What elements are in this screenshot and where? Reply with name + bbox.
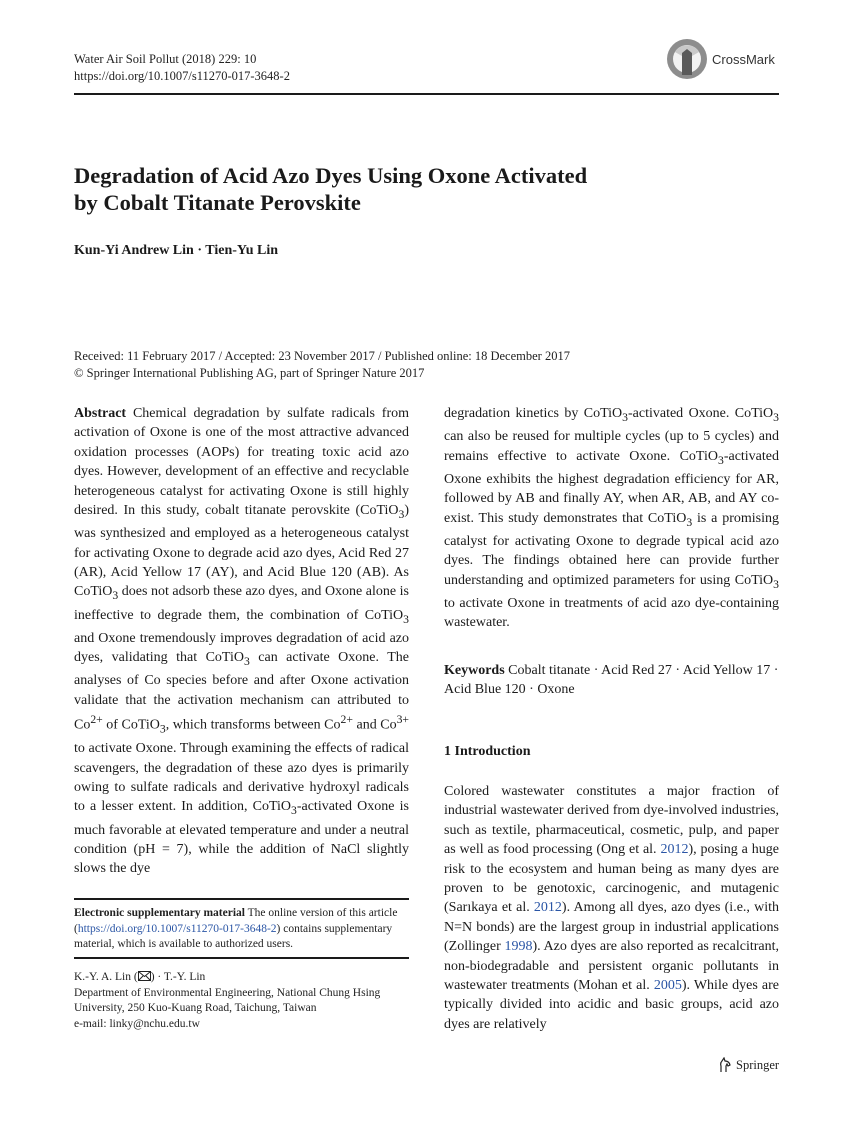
introduction-text [444, 782, 779, 1034]
keywords-list: Cobalt titanate · Acid Red 27 · Acid Yellow 17 · Acid Blue 120 · Oxone [444, 663, 779, 698]
affiliation-block [74, 970, 414, 1032]
abstract-continuation: degradation kinetics by CoTiO$_3$-activated Oxone. CoTiO$_3$ can also be reused for multiple cycles (up to 5 cycles) and remains effective to activate Oxone. CoTiO$_3$-activated Oxone exhibits the highest degradation efficiency for AR, followed by AB and finally AY, when AR, AB, and AY co-exist. This study demonstrates that CoTiO$_3$ is a promising catalyst for activating Oxone to degrade typical acid azo dyes. The findings obtained here can provide further understanding and optimized parameters for using CoTiO$_3$ to activate Oxone in treatments of acid azo dye-containing wastewater. [444, 406, 779, 631]
header-rule [74, 93, 779, 95]
publisher-logo [718, 1057, 779, 1073]
citation-link[interactable]: 2012 [533, 900, 562, 916]
section-heading-introduction: 1 Introduction [444, 744, 531, 759]
citation-link[interactable]: 2005 [653, 978, 682, 994]
journal-citation [74, 51, 290, 85]
abstract-label: Abstract [74, 406, 127, 421]
author-list [74, 243, 278, 259]
doi-line[interactable]: https://doi.org/10.1007/s11270-017-3648-2 [74, 69, 290, 83]
affiliation-rule [74, 957, 409, 959]
abstract-left-column [74, 404, 409, 879]
title-line-1: Degradation of Acid Azo Dyes Using Oxone Activated [74, 163, 588, 188]
keywords-block [444, 661, 779, 700]
publication-dates [74, 348, 570, 382]
keywords-label: Keywords [444, 663, 505, 678]
author-1: Kun-Yi Andrew Lin [74, 243, 194, 258]
copyright-line: © Springer International Publishing AG, part of Springer Nature 2017 [74, 366, 425, 380]
crossmark-icon [666, 38, 708, 80]
author-email[interactable]: e-mail: linky@nchu.edu.tw [74, 1017, 200, 1030]
introduction-paragraph: Colored wastewater constitutes a major fraction of industrial wastewater derived from dye-involved industries, such as textile, pharmaceutical, cosmetic, pulp, and paper as well as food processing (Ong et al. 2012), posing a huge risk to the ecosystem and human being as many dyes are proven to be genotoxic, carcinogenic, and mutagenic (Sarıkaya et al. 2012). Among all dyes, azo dyes (i.e., with N=N bonds) are the largest group in industrial applications (Zollinger 1998). Azo dyes are also reported as recalcitrant, non-biodegradable and persistent organic pollutants in wastewater treatments (Mohan et al. 2005). While dyes are typically divided into acidic and basic groups, acid azo dyes are relatively [444, 784, 780, 1032]
supplementary-note: Electronic supplementary material The online version of this article (https://doi.org/10.1007/s11270-017-3648-2) contains supplementary material, which is available to authorized users. [74, 907, 398, 950]
citation-link[interactable]: 2012 [660, 842, 689, 858]
citation-link[interactable]: 1998 [504, 939, 533, 955]
paper-title [74, 162, 694, 216]
title-line-2: by Cobalt Titanate Perovskite [74, 190, 361, 215]
crossmark-badge[interactable] [666, 38, 775, 80]
abstract-right-column [444, 404, 779, 633]
department-address: Department of Environmental Engineering, National Chung Hsing University, 250 Kuo-Kuang Road, Taichung, Taiwan [74, 986, 381, 1015]
supplementary-rule [74, 898, 409, 900]
journal-line: Water Air Soil Pollut (2018) 229: 10 [74, 52, 257, 66]
supplementary-label: Electronic supplementary material [74, 907, 245, 919]
abstract-text: Abstract Chemical degradation by sulfate radicals from activation of Oxone is one of the most attractive advanced oxidation processes (AOPs) for treating toxic acid azo dyes. However, development of an effective and recyclable heterogeneous catalyst for activating Oxone is still highly desired. In this study, cobalt titanate perovskite (CoTiO$_3$) was synthesized and employed as a heterogeneous catalyst for activating Oxone to degrade acid azo dyes, Acid Red 27 (AR), Acid Yellow 17 (AY), and Acid Blue 120 (AB). As CoTiO$_3$ does not adsorb these azo dyes, and Oxone alone is ineffective to degrade them, the combination of CoTiO$_3$ and Oxone tremendously improves degradation of acid azo dyes, validating that CoTiO$_3$ can activate Oxone. The analyses of Co species before and after Oxone activation validate that the activation mechanism can attributed to $Co^{2+}$ of CoTiO$_3$, which transforms between $Co^{2+}$ and $Co^{3+}$ to activate Oxone. Through examining the effects of radical scavengers, the degradation of these azo dyes is primarily owing to sulfate radicals and derivative hydroxyl radicals to a lesser extent. In addition, CoTiO$_3$-activated Oxone is much favorable at elevated temperature and under a neutral condition (pH = 7), while the addition of NaCl slightly slows the dye [74, 406, 410, 877]
publisher-name: Springer [736, 1057, 780, 1072]
envelope-icon[interactable] [138, 971, 151, 981]
supplementary-link[interactable]: https://doi.org/10.1007/s11270-017-3648-2 [77, 922, 277, 935]
author-separator: · [197, 243, 206, 258]
corresponding-authors: K.-Y. A. Lin ( ) · T.-Y. Lin [74, 971, 206, 983]
crossmark-label: CrossMark [712, 51, 775, 67]
author-2: Tien-Yu Lin [205, 243, 279, 258]
dates-line: Received: 11 February 2017 / Accepted: 23 November 2017 / Published online: 18 December 2017 [74, 349, 570, 363]
springer-horse-icon [718, 1057, 732, 1073]
